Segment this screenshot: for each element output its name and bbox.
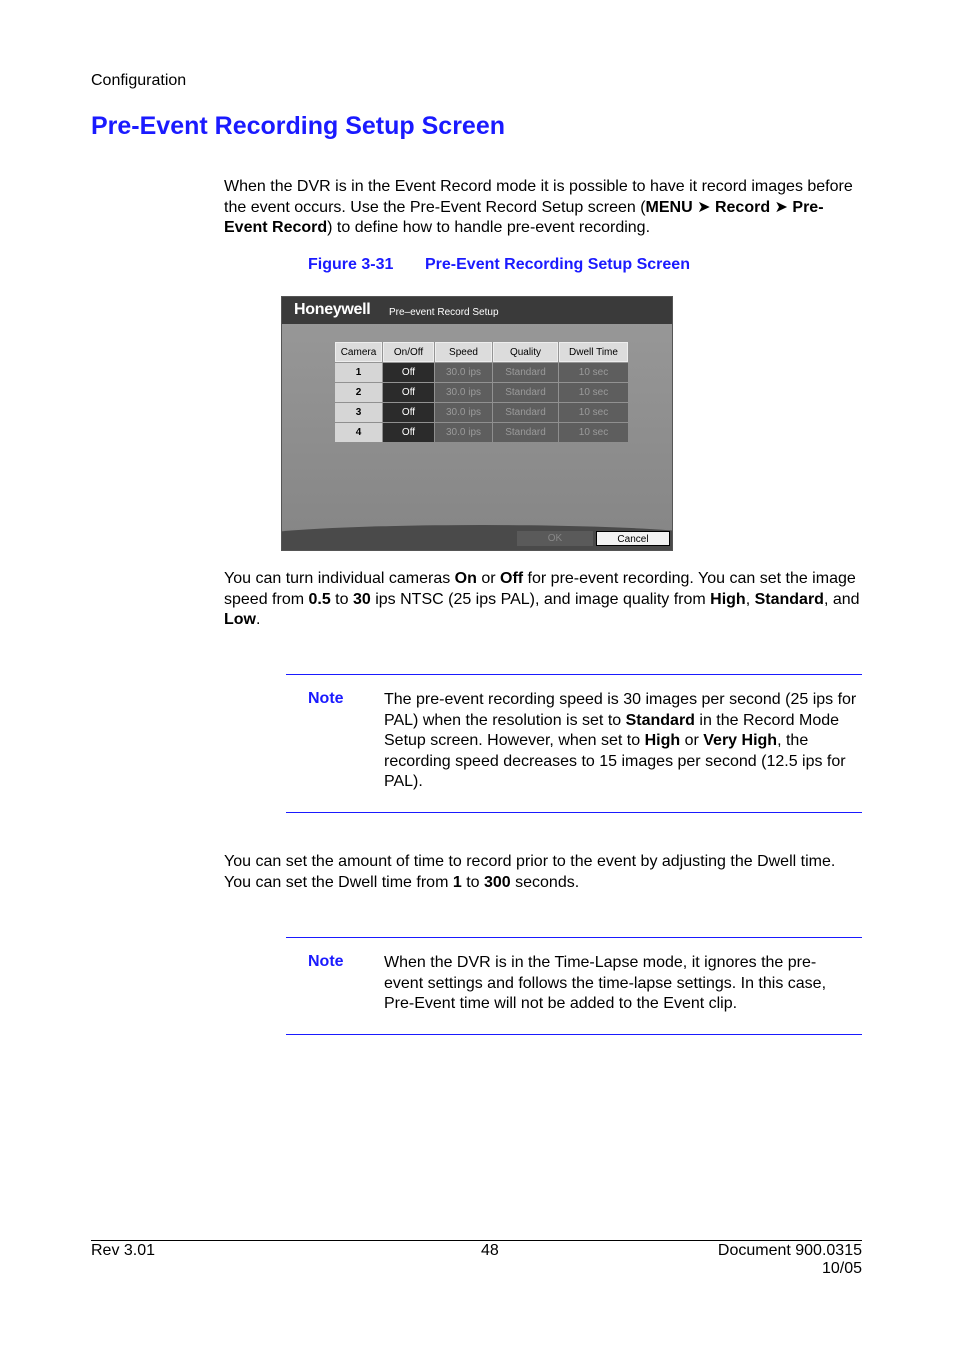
speed-cell[interactable]: 30.0 ips (435, 363, 492, 382)
dwell-paragraph: You can set the amount of time to record prior to the event by adjusting the Dwell time. You can set the Dwell time from 1 to 300 seconds. (224, 853, 836, 891)
column-header-dwell-time: Dwell Time (559, 342, 628, 362)
intro-paragraph: When the DVR is in the Event Record mode it is possible to have it record images before the event occurs. Use the Pre-Event Record Setup screen (MENU ➤ Record ➤ Pre-Event Record) to define how to handle pre-event recording. (224, 178, 853, 236)
footer-date: 10/05 (821, 1259, 862, 1277)
column-header-camera: Camera (335, 342, 382, 362)
cancel-button[interactable]: Cancel (596, 531, 670, 546)
footer-document-number: Document 900.0315 (717, 1242, 862, 1259)
pre-event-table (334, 341, 629, 443)
dvr-title-bar (282, 297, 672, 324)
table-row (335, 403, 628, 422)
ok-button[interactable]: OK (517, 531, 593, 546)
quality-cell[interactable]: Standard (493, 403, 558, 422)
column-header-quality: Quality (493, 342, 558, 362)
onoff-cell[interactable]: Off (383, 383, 434, 402)
dvr-screen-title: Pre–event Record Setup (389, 307, 499, 318)
note-divider (286, 674, 862, 675)
speed-cell[interactable]: 30.0 ips (435, 383, 492, 402)
table-row (335, 383, 628, 402)
column-header-speed: Speed (435, 342, 492, 362)
arrow-icon: ➤ (774, 198, 788, 216)
record-term: Record (714, 198, 771, 216)
dwell-time-cell[interactable]: 10 sec (559, 383, 628, 402)
note-label: Note (308, 690, 344, 707)
quality-cell[interactable]: Standard (493, 363, 558, 382)
table-row (335, 363, 628, 382)
column-header-onoff: On/Off (383, 342, 434, 362)
note-divider (286, 937, 862, 938)
camera-cell: 2 (335, 383, 382, 402)
speed-cell[interactable]: 30.0 ips (435, 423, 492, 442)
footer-divider (91, 1240, 862, 1241)
section-header: Configuration (91, 72, 187, 89)
table-header-row (335, 342, 628, 362)
arrow-icon: ➤ (697, 198, 711, 216)
camera-cell: 3 (335, 403, 382, 422)
page-title: Pre-Event Recording Setup Screen (91, 112, 506, 140)
footer-revision: Rev 3.01 (91, 1242, 156, 1259)
dwell-time-cell[interactable]: 10 sec (559, 423, 628, 442)
menu-term: MENU (645, 198, 693, 216)
onoff-cell[interactable]: Off (383, 363, 434, 382)
table-row (335, 423, 628, 442)
note-divider (286, 812, 862, 813)
camera-cell: 1 (335, 363, 382, 382)
camera-cell: 4 (335, 423, 382, 442)
pre-event-term: Pre-Event Record (224, 198, 824, 236)
onoff-cell[interactable]: Off (383, 423, 434, 442)
figure-number: Figure 3-31 (308, 256, 394, 273)
quality-cell[interactable]: Standard (493, 383, 558, 402)
dwell-time-cell[interactable]: 10 sec (559, 363, 628, 382)
speed-cell[interactable]: 30.0 ips (435, 403, 492, 422)
footer-document (662, 1242, 862, 1277)
figure-caption: Pre-Event Recording Setup Screen (425, 256, 690, 273)
dwell-time-cell[interactable]: 10 sec (559, 403, 628, 422)
note-divider (286, 1034, 862, 1035)
note-label: Note (308, 953, 344, 970)
dvr-setup-screen (281, 296, 673, 551)
footer-page-number: 48 (481, 1242, 499, 1259)
onoff-cell[interactable]: Off (383, 403, 434, 422)
note-text: The pre-event recording speed is 30 images per second (25 ips for PAL) when the resolution is set to Standard in the Record Mode Setup screen. However, when set to High or Very High, the recording speed decreases to 15 images per second (12.5 ips for PAL). (384, 691, 857, 790)
note-text: When the DVR is in the Time-Lapse mode, it ignores the pre-event settings and follows the time-lapse settings. In this case, Pre-Event time will not be added to the Event clip. (384, 954, 827, 1012)
honeywell-logo: Honeywell (294, 301, 371, 318)
quality-cell[interactable]: Standard (493, 423, 558, 442)
options-paragraph: You can turn individual cameras On or Off for pre-event recording. You can set the image speed from 0.5 to 30 ips NTSC (25 ips PAL), and image quality from High, Standard, and Low. (224, 570, 860, 628)
